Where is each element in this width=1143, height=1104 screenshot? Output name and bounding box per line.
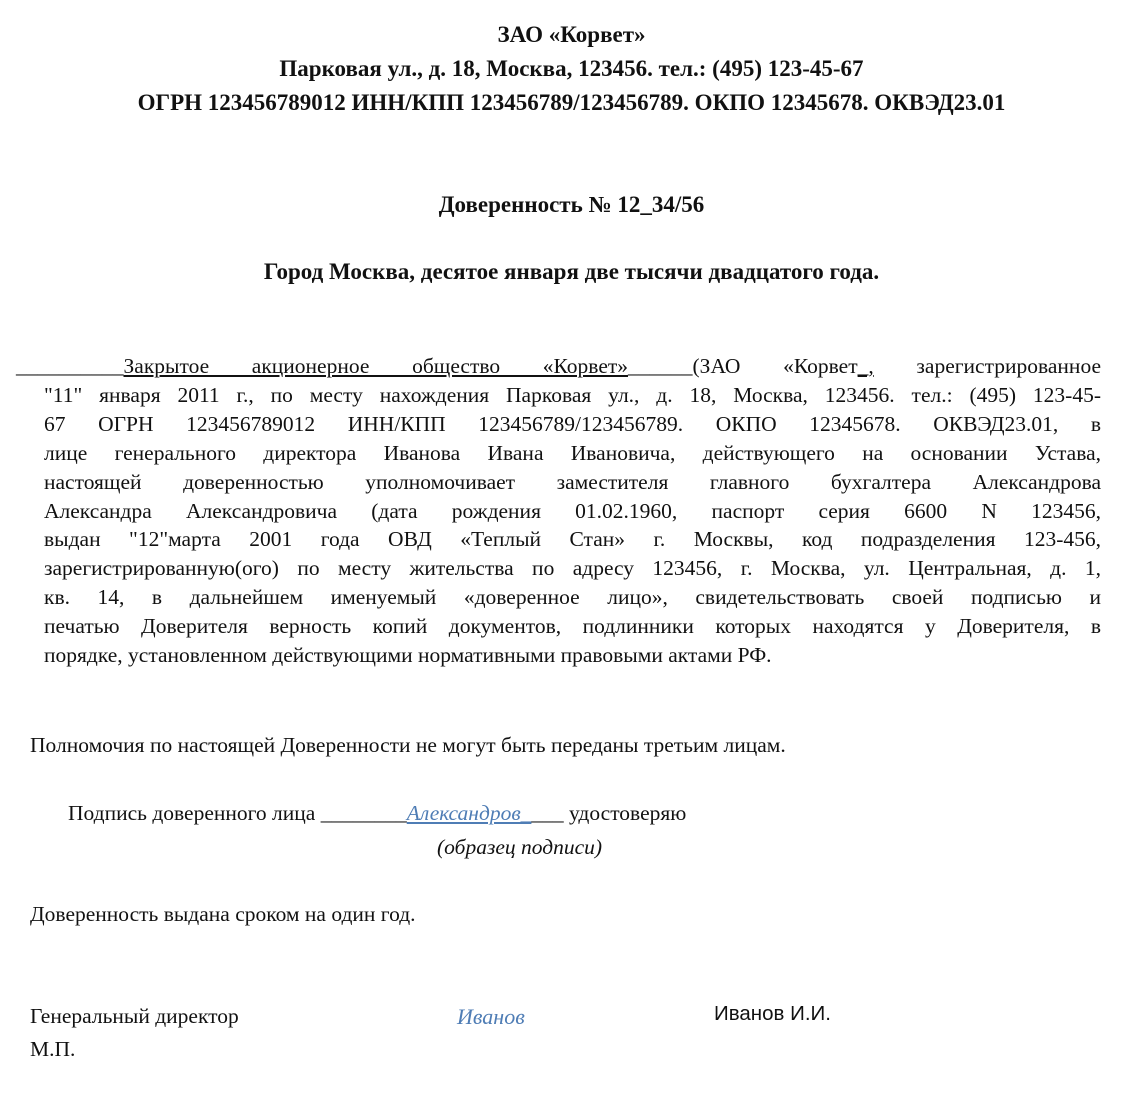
paragraph-line: выдан "12"марта 2001 года ОВД «Теплый Стан» г. Москвы, код подразделения 123-456, [44,527,1101,552]
stamp-place: М.П. [30,1037,76,1061]
paragraph-line: Александра Александровича (дата рождения 01.02.1960, паспорт серия 6600 N 123456, [44,498,1101,523]
short-name-tail: _, [857,354,874,378]
company-name: ЗАО «Корвет» [497,22,646,47]
director-signature: Иванов [457,1004,525,1029]
paragraph-line: кв. 14, в дальнейшем именуемый «доверенное лицо», свидетельствовать своей подписью и [44,585,1101,610]
paragraph-line: печатью Доверителя верность копий документов, подлинники которых находятся у Доверителя, в [44,614,1101,639]
attorney-signature: Александров_ [406,801,532,825]
paragraph-line: лице генерального директора Иванова Ивана Ивановича, действующего на основании Устава, [44,440,1101,465]
paragraph-line: "11" января 2011 г., по месту нахождения Парковая ул., д. 18, Москва, 123456. тел.: (495) 123-45- [44,382,1101,407]
certify-word: удостоверяю [569,801,687,825]
signature-blank-before: ________ [320,801,407,825]
powers-statement: Полномочия по настоящей Доверенности не могут быть переданы третьим лицам. [30,733,786,757]
company-address: Парковая ул., д. 18, Москва, 123456. тел.: (495) 123-45-67 [279,56,864,81]
main-paragraph [16,352,1101,670]
signature-blank-after: ___ [531,801,564,825]
paragraph-line [16,352,1101,381]
signature-caption: (образец подписи) [437,835,603,859]
place-and-date: Город Москва, десятое января две тысячи двадцатого года. [263,259,880,284]
paragraph-line: зарегистрированную(ого) по месту жительства по адресу 123456, г. Москва, ул. Центральная, д. 1, [44,556,1101,581]
short-name: (ЗАО «Корвет [692,354,858,378]
document-title: Доверенность № 12_34/56 [438,192,705,217]
paragraph-line: 67 ОГРН 123456789012 ИНН/КПП 123456789/123456789. ОКПО 12345678. ОКВЭД23.01, в [44,411,1101,436]
registered-word: зарегистрированное [916,354,1101,378]
director-name: Иванов И.И. [714,1002,831,1025]
validity-term: Доверенность выдана сроком на один год. [30,902,416,926]
blank-mid: ______ [628,354,693,378]
paragraph-line: порядке, установленном действующими нормативными правовыми актами РФ. [44,643,772,668]
signature-label: Подпись доверенного лица [68,801,316,825]
paragraph-line: настоящей доверенностью уполномочивает заместителя главного бухгалтера Александрова [44,469,1101,494]
signature-sample-line [68,799,686,827]
blank-prefix: __________ [16,354,124,378]
director-position: Генеральный директор [30,1004,239,1028]
org-name: Закрытое акционерное общество «Корвет» [123,354,629,378]
company-registry: ОГРН 123456789012 ИНН/КПП 123456789/123456789. ОКПО 12345678. ОКВЭД23.01 [137,90,1006,115]
